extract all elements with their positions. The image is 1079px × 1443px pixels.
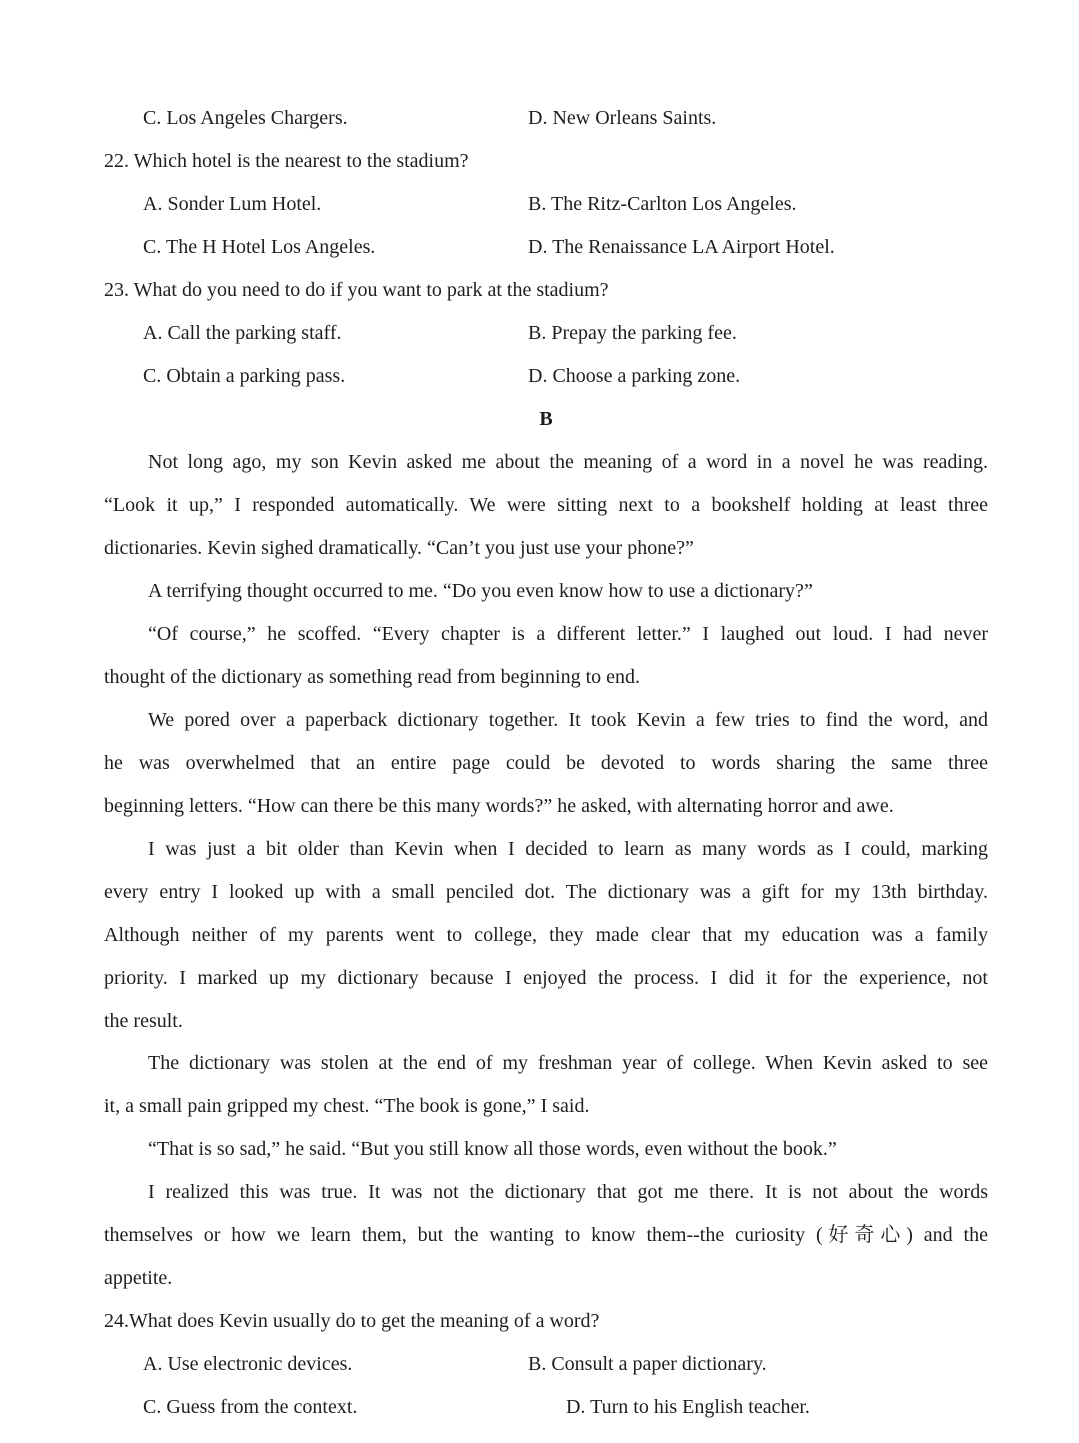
q22-option-c: C. The H Hotel Los Angeles. — [143, 236, 376, 258]
q24-option-d: D. Turn to his English teacher. — [566, 1396, 810, 1418]
passage-p4-line-2: he was overwhelmed that an entire page could be devoted to words sharing the same three — [104, 752, 988, 774]
q23-option-d: D. Choose a parking zone. — [528, 365, 741, 387]
q24-option-a: A. Use electronic devices. — [143, 1353, 353, 1375]
passage-p1-line-2: “Look it up,” I responded automatically. We were sitting next to a bookshelf holding at least three — [104, 494, 988, 516]
passage-p7: “That is so sad,” he said. “But you still know all those words, even without the book.” — [148, 1138, 837, 1160]
q23-option-b: B. Prepay the parking fee. — [528, 322, 737, 344]
passage-p3-line-1: “Of course,” he scoffed. “Every chapter is a different letter.” I laughed out loud. I had never — [148, 623, 988, 645]
q24-question: 24.What does Kevin usually do to get the meaning of a word? — [104, 1310, 600, 1332]
passage-p5-line-2: every entry I looked up with a small penciled dot. The dictionary was a gift for my 13th birthday. — [104, 881, 988, 903]
section-heading-b: B — [539, 408, 553, 430]
q24-option-c: C. Guess from the context. — [143, 1396, 358, 1418]
passage-p8-line-2: themselves or how we learn them, but the wanting to know them--the curiosity (好奇心) and the — [104, 1224, 988, 1246]
passage-p1-line-1: Not long ago, my son Kevin asked me about the meaning of a word in a novel he was reading. — [148, 451, 988, 473]
passage-p4-line-1: We pored over a paperback dictionary together. It took Kevin a few tries to find the word, and — [148, 709, 988, 731]
q22-option-b: B. The Ritz-Carlton Los Angeles. — [528, 193, 797, 215]
q24-option-b: B. Consult a paper dictionary. — [528, 1353, 767, 1375]
passage-p6-line-2: it, a small pain gripped my chest. “The book is gone,” I said. — [104, 1095, 590, 1117]
passage-p1-line-3: dictionaries. Kevin sighed dramatically. “Can’t you just use your phone?” — [104, 537, 694, 559]
q23-question: 23. What do you need to do if you want to park at the stadium? — [104, 279, 609, 301]
passage-p2: A terrifying thought occurred to me. “Do you even know how to use a dictionary?” — [148, 580, 813, 602]
passage-p5-line-5: the result. — [104, 1010, 183, 1032]
passage-p5-line-3: Although neither of my parents went to college, they made clear that my education was a family — [104, 924, 988, 946]
q22-option-a: A. Sonder Lum Hotel. — [143, 193, 322, 215]
passage-p8-line-1: I realized this was true. It was not the dictionary that got me there. It is not about the words — [148, 1181, 988, 1203]
q21-option-d: D. New Orleans Saints. — [528, 107, 717, 129]
passage-p4-line-3: beginning letters. “How can there be this many words?” he asked, with alternating horror and awe. — [104, 795, 894, 817]
passage-p3-line-2: thought of the dictionary as something read from beginning to end. — [104, 666, 640, 688]
q22-option-d: D. The Renaissance LA Airport Hotel. — [528, 236, 835, 258]
passage-p5-line-4: priority. I marked up my dictionary because I enjoyed the process. I did it for the experience, not — [104, 967, 988, 989]
q23-option-c: C. Obtain a parking pass. — [143, 365, 346, 387]
q22-question: 22. Which hotel is the nearest to the stadium? — [104, 150, 469, 172]
passage-p6-line-1: The dictionary was stolen at the end of my freshman year of college. When Kevin asked to see — [148, 1052, 988, 1074]
passage-p8-line-3: appetite. — [104, 1267, 173, 1289]
q23-option-a: A. Call the parking staff. — [143, 322, 342, 344]
passage-p5-line-1: I was just a bit older than Kevin when I decided to learn as many words as I could, marking — [148, 838, 988, 860]
q21-option-c: C. Los Angeles Chargers. — [143, 107, 348, 129]
